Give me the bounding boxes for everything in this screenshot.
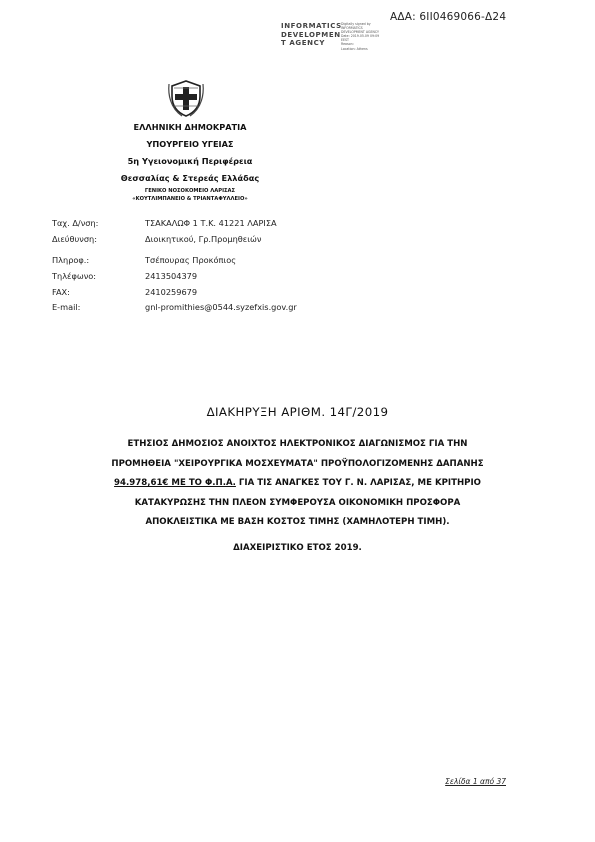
contact-value: 2413504379 bbox=[145, 270, 198, 281]
contact-row bbox=[52, 231, 452, 247]
signature-detail-line: Date: 2019.05.09 09:09 bbox=[341, 34, 380, 39]
contact-row bbox=[52, 215, 452, 231]
contact-email[interactable]: gnl-promithies@0544.syzefxis.gov.gr bbox=[145, 302, 297, 313]
contact-label: Πληροφ.: bbox=[52, 255, 90, 266]
document-title: ΔΙΑΚΗΡΥΞΗ ΑΡΙΘΜ. 14Γ/2019 bbox=[206, 405, 389, 419]
page-number: Σελίδα 1 από 37 bbox=[445, 777, 506, 786]
subject-line: ΠΡΟΜΗΘΕΙΑ "ΧΕΙΡΟΥΡΓΙΚΑ ΜΟΣΧΕΥΜΑΤΑ" ΠΡΟΫΠΟΛΟΓΙΖΟΜΕΝΗΣ ΔΑΠΑΝΗΣ bbox=[111, 458, 484, 469]
contact-row bbox=[52, 284, 452, 300]
fiscal-year: ΔΙΑΧΕΙΡΙΣΤΙΚΟ ΕΤΟΣ 2019. bbox=[233, 543, 362, 553]
ada-code: ΑΔΑ: 6ΙΙ0469066-Δ24 bbox=[390, 11, 507, 23]
contact-row bbox=[52, 299, 452, 315]
contact-row bbox=[52, 268, 452, 284]
contact-label: Ταχ. Δ/νση: bbox=[52, 217, 99, 228]
authority-region: 5η Υγειονομική Περιφέρεια bbox=[127, 156, 253, 166]
authority-republic: ΕΛΛΗΝΙΚΗ ΔΗΜΟΚΡΑΤΙΑ bbox=[133, 122, 247, 132]
contact-value: Διοικητικού, Γρ.Προμηθειών bbox=[145, 233, 262, 244]
signature-detail-line: EEST bbox=[341, 38, 349, 43]
signature-line: T AGENCY bbox=[281, 39, 326, 48]
tender-subject bbox=[40, 435, 555, 533]
contact-info bbox=[52, 215, 452, 315]
contact-label: FAX: bbox=[52, 286, 70, 297]
signature-detail-line: Reason: bbox=[341, 42, 354, 47]
contact-label: E-mail: bbox=[52, 302, 81, 313]
signature-detail-line: Digitally signed by bbox=[341, 22, 371, 26]
greek-emblem-icon bbox=[166, 78, 206, 118]
signature-detail-line: Location: Athens bbox=[341, 46, 368, 51]
contact-value: ΤΣΑΚΑΛΩΦ 1 Τ.Κ. 41221 ΛΑΡΙΣΑ bbox=[145, 217, 277, 228]
contact-row bbox=[52, 252, 452, 268]
contact-label: Διεύθυνση: bbox=[52, 233, 97, 244]
signature-detail-line: DEVELOPMENT AGENCY bbox=[341, 30, 379, 35]
signature-agency-name bbox=[281, 22, 341, 48]
authority-hospital: ΓΕΝΙΚΟ ΝΟΣΟΚΟΜΕΙΟ ΛΑΡΙΣΑΣ bbox=[144, 188, 236, 194]
budget-amount: 94.978,61€ ΜΕ ΤΟ Φ.Π.Α. bbox=[114, 478, 236, 489]
subject-line: ΕΤΗΣΙΟΣ ΔΗΜΟΣΙΟΣ ΑΝΟΙΧΤΟΣ ΗΛΕΚΤΡΟΝΙΚΟΣ ΔΙΑΓΩΝΙΣΜΟΣ ΓΙΑ ΤΗΝ bbox=[127, 439, 468, 449]
issuing-authority bbox=[80, 119, 300, 203]
signature-details bbox=[341, 22, 401, 51]
signature-line: DEVELOPMEN bbox=[281, 30, 341, 39]
subject-line bbox=[40, 474, 555, 494]
authority-region-area: Θεσσαλίας & Στερεάς Ελλάδας bbox=[120, 173, 260, 183]
contact-value: 2410259679 bbox=[145, 286, 198, 297]
subject-line: ΚΑΤΑΚΥΡΩΣΗΣ ΤΗΝ ΠΛΕΟΝ ΣΥΜΦΕΡΟΥΣΑ ΟΙΚΟΝΟΜΙΚΗ ΠΡΟΣΦΟΡΑ bbox=[134, 497, 461, 508]
subject-line-rest: ΓΙΑ ΤΙΣ ΑΝΑΓΚΕΣ ΤΟΥ Γ. Ν. ΛΑΡΙΣΑΣ, ΜΕ ΚΡΙΤΗΡΙΟ bbox=[235, 478, 481, 489]
signature-line: INFORMATICS bbox=[281, 22, 342, 30]
authority-hospital-name: «ΚΟΥΤΛΙΜΠΑΝΕΙΟ & ΤΡΙΑΝΤΑΦΥΛΛΕΙΟ» bbox=[132, 196, 248, 202]
authority-ministry: ΥΠΟΥΡΓΕΙΟ ΥΓΕΙΑΣ bbox=[146, 139, 234, 149]
digital-signature-stamp bbox=[281, 22, 401, 54]
contact-label: Τηλέφωνο: bbox=[52, 270, 97, 281]
subject-line: ΑΠΟΚΛΕΙΣΤΙΚΑ ΜΕ ΒΑΣΗ ΚΟΣΤΟΣ ΤΙΜΗΣ (ΧΑΜΗΛΟΤΕΡΗ ΤΙΜΗ). bbox=[145, 517, 450, 528]
contact-value: Τσέπουρας Προκόπιος bbox=[145, 255, 237, 266]
signature-detail-line: INFORMATICS bbox=[341, 26, 363, 31]
